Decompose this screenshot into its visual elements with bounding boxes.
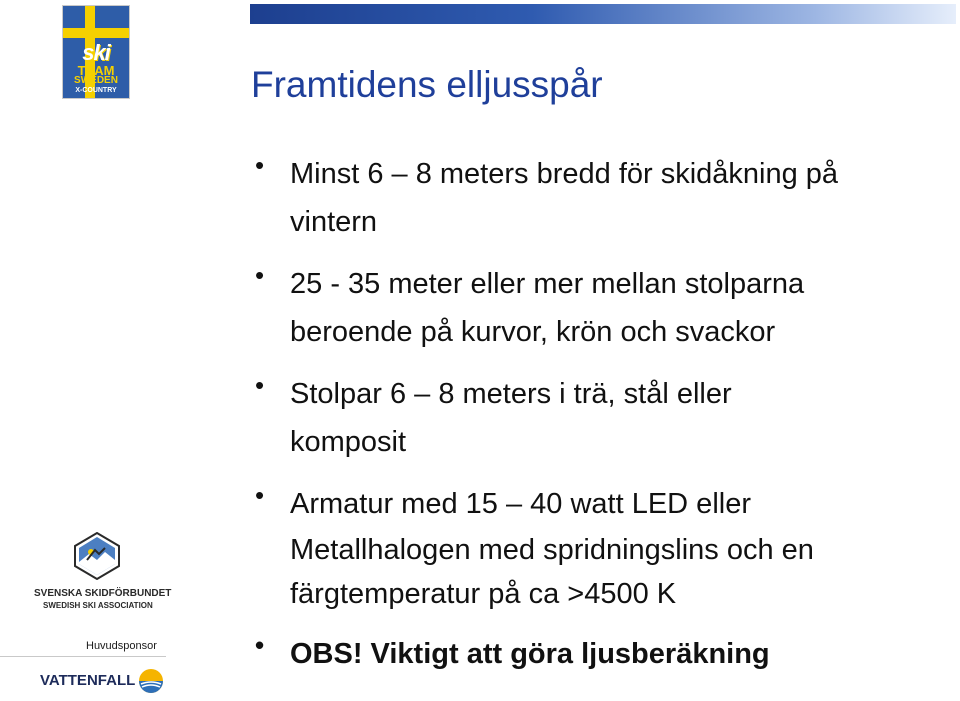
sponsor-name: VATTENFALL	[40, 672, 136, 689]
bullet-item-2	[255, 260, 955, 356]
bullet-item-5	[255, 630, 955, 678]
bullet-item-4	[255, 480, 955, 616]
bullet-line: komposit	[290, 426, 407, 458]
bullet-line: • 25 - 35 meter eller mer mellan stolparna	[290, 268, 805, 300]
slide-title: Framtidens elljusspår	[251, 64, 603, 105]
footer-divider	[0, 656, 166, 657]
ski-team-sweden-logo	[62, 5, 130, 99]
bullet-list	[255, 150, 955, 678]
header-gradient-bar	[250, 4, 956, 24]
bullet-line: • OBS! Viktigt att göra ljusberäkning	[290, 638, 770, 670]
bullet-line: beroende på kurvor, krön och svackor	[290, 316, 776, 348]
bullet-line: • Minst 6 – 8 meters bredd för skidåkning på	[290, 158, 839, 190]
sponsor-label: Huvudsponsor	[86, 640, 157, 652]
bullet-line: Metallhalogen med spridningslins och en	[290, 534, 814, 566]
logo-ski-word: ski	[82, 40, 110, 65]
bullet-line: • Armatur med 15 – 40 watt LED eller	[290, 488, 751, 520]
bullet-line: färgtemperatur på ca >4500 K	[290, 578, 677, 610]
logo-team-word: TEAM	[77, 63, 115, 78]
federation-name: SVENSKA SKIDFÖRBUNDET	[34, 588, 172, 599]
bullet-item-1	[255, 150, 955, 246]
bullet-item-3	[255, 370, 955, 466]
bullet-line: • Stolpar 6 – 8 meters i trä, stål eller	[290, 378, 732, 410]
ski-federation-logo	[30, 532, 172, 614]
vattenfall-sun-icon	[137, 668, 165, 694]
logo-sweden-word: SWEDEN	[74, 75, 118, 86]
federation-subtitle: SWEDISH SKI ASSOCIATION	[43, 601, 153, 610]
logo-xcountry-word: X-COUNTRY	[75, 87, 117, 94]
ski-federation-badge-icon	[73, 532, 121, 580]
bullet-line: vintern	[290, 206, 378, 238]
